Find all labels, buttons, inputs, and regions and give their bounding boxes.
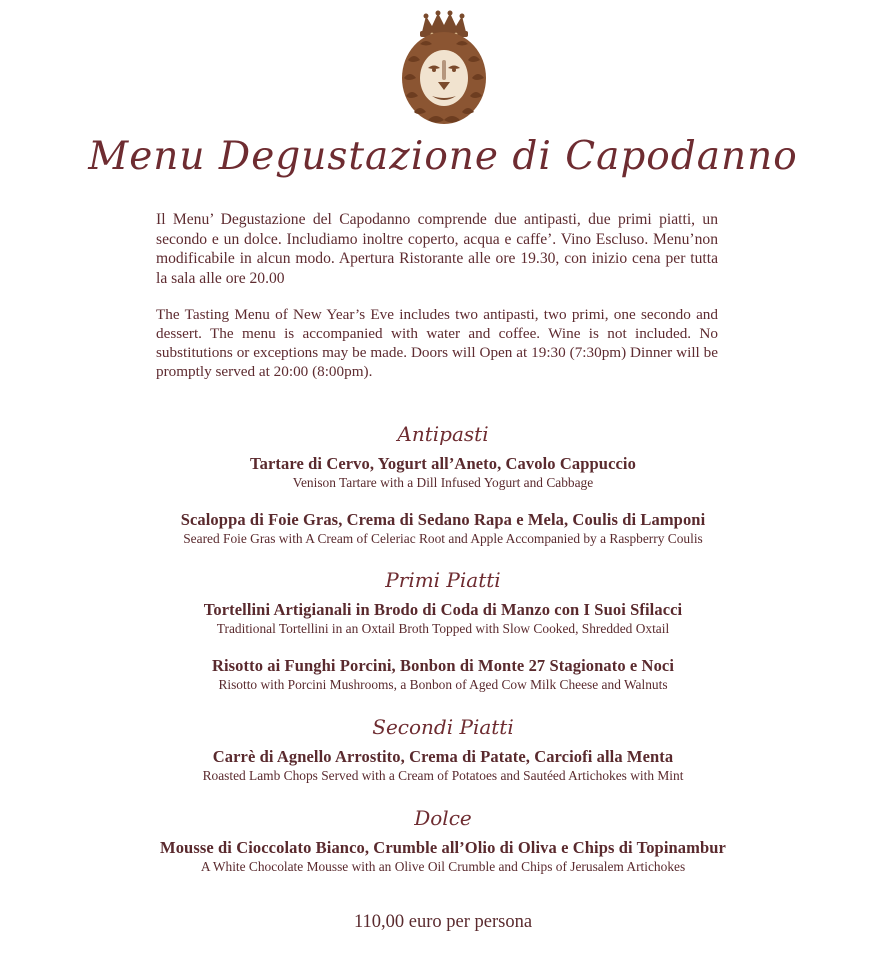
section-heading-dolce: Dolce (414, 806, 472, 830)
dish-description-english: Seared Foie Gras with A Cream of Celeriac Root and Apple Accompanied by a Raspberry Coulis (183, 531, 703, 546)
dish-description-english: Traditional Tortellini in an Oxtail Broth Topped with Slow Cooked, Shredded Oxtail (216, 621, 670, 636)
section-heading-antipasti: Antipasti (397, 422, 489, 446)
dish-item (0, 510, 886, 547)
price-per-person: 110,00 euro per persona (353, 912, 533, 932)
menu-title: Menu Degustazione di Capodanno (88, 134, 798, 179)
dish-item (0, 454, 886, 491)
dish-description-english: Roasted Lamb Chops Served with a Cream of Potatoes and Sautéed Artichokes with Mint (202, 768, 684, 783)
crowned-lion-crest-icon (398, 10, 490, 128)
dish-name-italian: Tartare di Cervo, Yogurt all’Aneto, Cavolo Cappuccio (250, 454, 636, 473)
section-heading-primi-piatti: Primi Piatti (385, 568, 501, 592)
dish-name-italian: Tortellini Artigianali in Brodo di Coda di Manzo con I Suoi Sfilacci (203, 600, 683, 619)
dish-item (0, 600, 886, 637)
dish-description-english: A White Chocolate Mousse with an Olive Oil Crumble and Chips of Jerusalem Artichokes (200, 859, 686, 874)
dish-description-english: Venison Tartare with a Dill Infused Yogurt and Cabbage (292, 475, 594, 490)
dish-item (0, 838, 886, 875)
intro-english: The Tasting Menu of New Year’s Eve includes two antipasti, two primi, one secondo and dessert. The menu is accompanied with water and coffee. Wine is not included. No substitutions or exceptions may be made. Doors will Open at 19:30 (7:30pm) Dinner will be promptly served at 20:00 (8:00pm). (156, 306, 718, 380)
dish-name-italian: Mousse di Cioccolato Bianco, Crumble all’Olio di Oliva e Chips di Topinambur (160, 838, 726, 857)
dish-name-italian: Risotto ai Funghi Porcini, Bonbon di Monte 27 Stagionato e Noci (211, 656, 675, 675)
dish-description-english: Risotto with Porcini Mushrooms, a Bonbon of Aged Cow Milk Cheese and Walnuts (218, 677, 668, 692)
dish-item (0, 747, 886, 784)
dish-name-italian: Scaloppa di Foie Gras, Crema di Sedano Rapa e Mela, Coulis di Lamponi (180, 510, 706, 529)
section-heading-secondi-piatti: Secondi Piatti (372, 715, 514, 739)
dish-name-italian: Carrè di Agnello Arrostito, Crema di Patate, Carciofi alla Menta (212, 747, 674, 766)
dish-item (0, 656, 886, 693)
intro-italian: Il Menu’ Degustazione del Capodanno comprende due antipasti, due primi piatti, un secondo e un dolce. Includiamo inoltre coperto, acqua e caffe’. Vino Escluso. Menu’non modificabile in alcun modo. Apertura Ristorante alle ore 19.30, con inizio cena per tutta la sala alle ore 20.00 (156, 211, 718, 287)
